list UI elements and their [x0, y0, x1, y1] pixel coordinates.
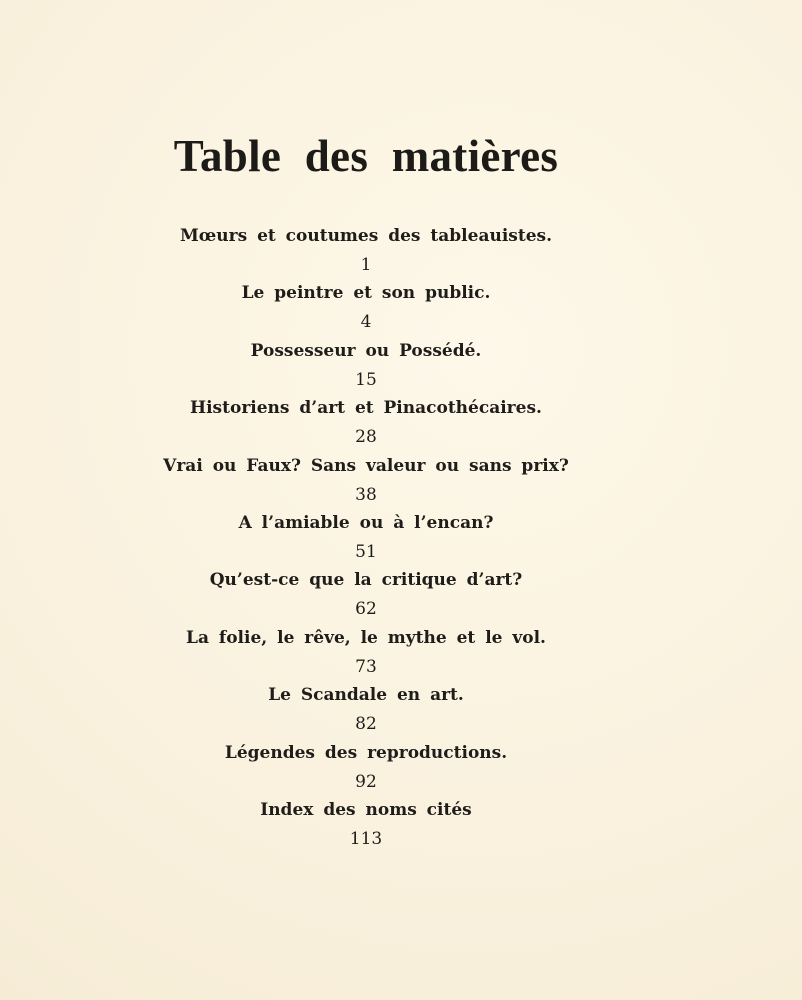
toc-entry-page-number: 82 [355, 714, 377, 735]
toc-entry-page-number: 51 [355, 541, 377, 562]
toc-entry [0, 624, 732, 681]
toc-entry [0, 509, 732, 566]
toc-entry-title: Qu’est-ce que la critique d’art? [209, 570, 523, 591]
toc-entry-page-number: 62 [355, 599, 377, 620]
toc-entry [0, 452, 732, 509]
toc-entry-title: Index des noms cités [260, 799, 472, 820]
toc-entry [0, 279, 732, 336]
toc-entry [0, 566, 732, 623]
toc-entry-title: Le peintre et son public. [241, 283, 491, 304]
toc-entry-title: Possesseur ou Possédé. [250, 340, 482, 361]
table-of-contents [0, 222, 732, 853]
toc-entry-title: Légendes des reproductions. [224, 742, 508, 763]
toc-entry-page-number: 1 [360, 255, 372, 275]
toc-entry-page-number: 15 [355, 369, 377, 390]
toc-entry-title: Le Scandale en art. [268, 685, 464, 706]
toc-entry [0, 394, 732, 451]
toc-entry-page-number: 38 [355, 484, 377, 505]
toc-entry-title: A l’amiable ou à l’encan? [238, 512, 494, 533]
toc-entry-page-number: 4 [360, 312, 372, 333]
toc-entry [0, 337, 732, 394]
toc-entry [0, 796, 732, 853]
toc-entry [0, 222, 732, 279]
toc-entry-page-number: 113 [349, 828, 383, 849]
toc-entry-page-number: 73 [355, 656, 377, 677]
toc-entry-title: Historiens d’art et Pinacothécaires. [190, 398, 542, 419]
toc-entry-page-number: 28 [355, 427, 377, 448]
toc-entry-title: Vrai ou Faux? Sans valeur ou sans prix? [163, 455, 569, 476]
toc-entry-page-number: 92 [355, 771, 377, 792]
toc-entry-title: La folie, le rêve, le mythe et le vol. [186, 627, 546, 648]
toc-entry [0, 739, 732, 796]
page-title: Table des matières [173, 131, 559, 182]
toc-entry-title: Mœurs et coutumes des tableauistes. [179, 226, 553, 246]
toc-entry [0, 681, 732, 738]
